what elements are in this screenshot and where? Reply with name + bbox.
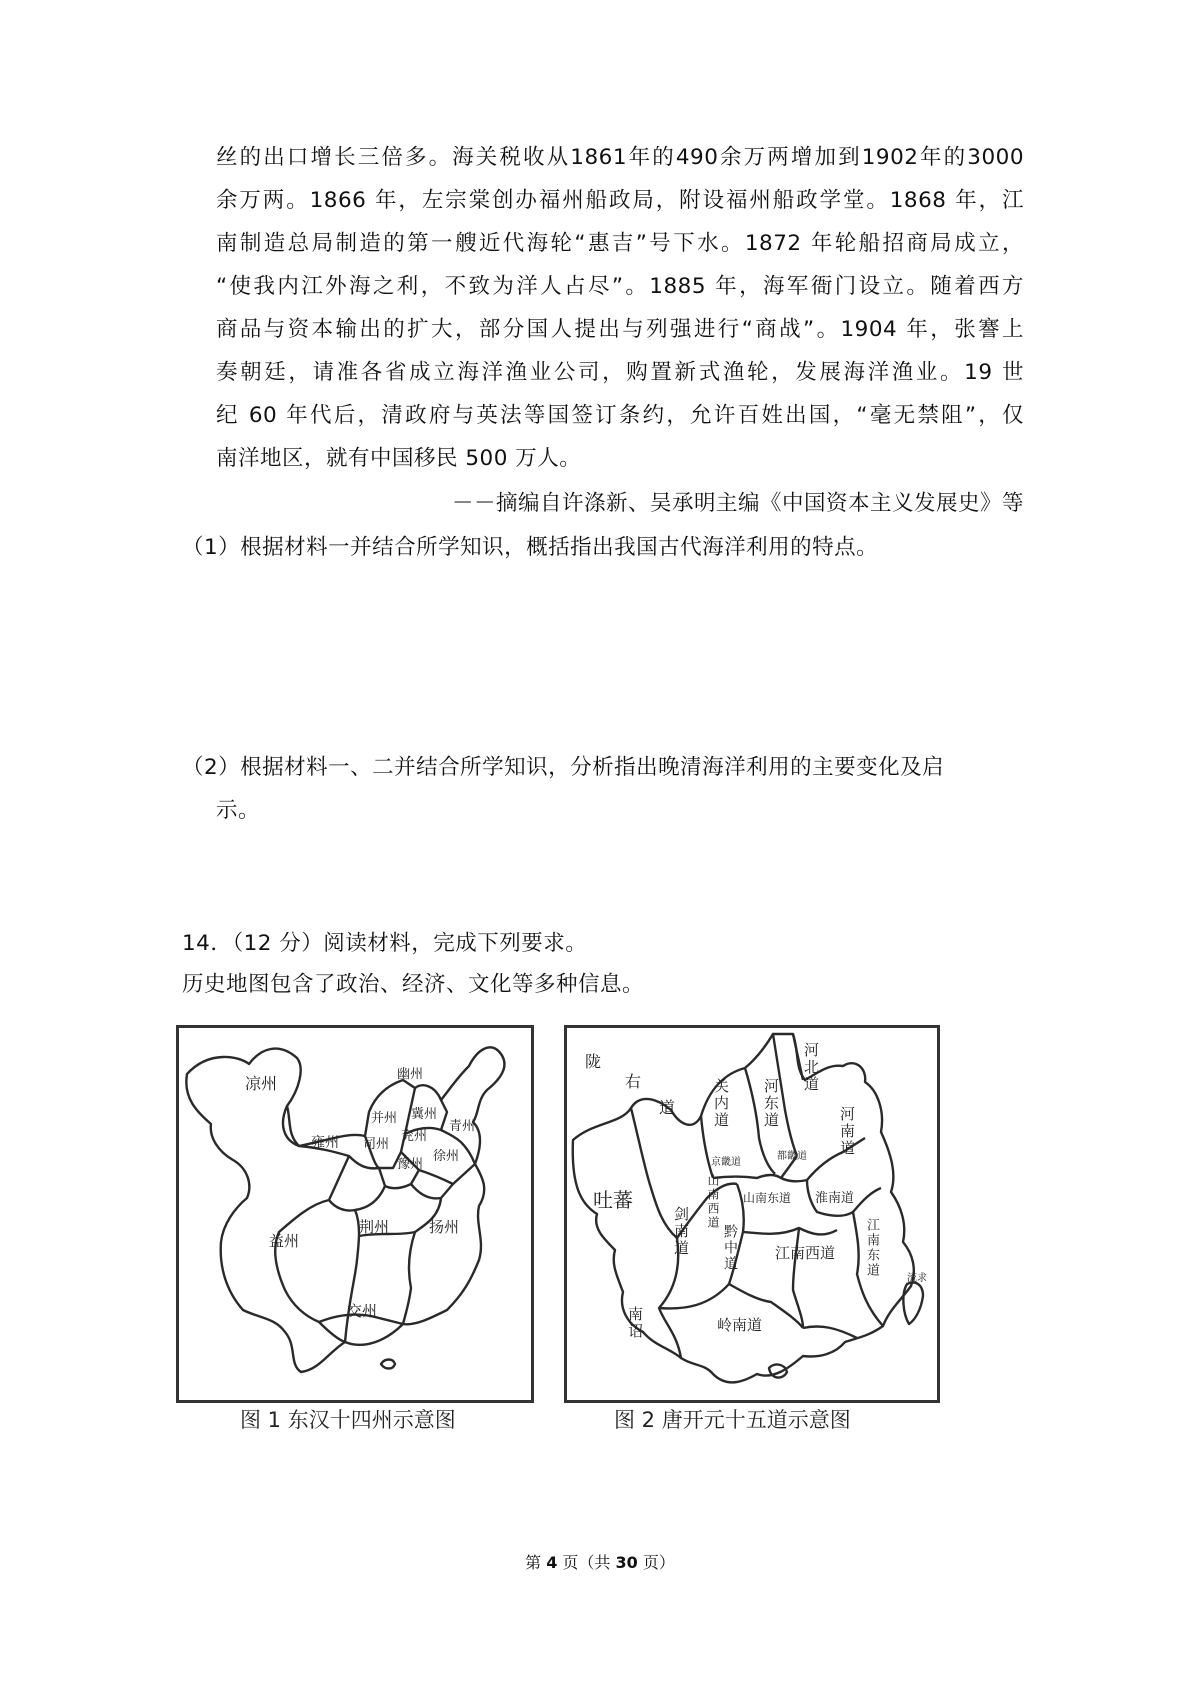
passage-line: 丝的出口增长三倍多。海关税收从1861年的490余万两增加到1902年的3000 xyxy=(216,145,1024,170)
footer-total-pages: 30 xyxy=(615,1553,638,1572)
region-label-longyou-3: 道 xyxy=(659,1098,676,1117)
region-label-yangzhou: 扬州 xyxy=(429,1218,460,1236)
passage-line: “使我内江外海之利，不致为洋人占尽”。1885 年，海军衙门设立。随着西方 xyxy=(216,274,1024,299)
region-label-nanzhao: 南诏 xyxy=(626,1306,644,1340)
region-label-jingzhou: 荆州 xyxy=(359,1218,390,1236)
region-label-qianzhong: 黔中道 xyxy=(722,1224,738,1272)
region-label-sizhou: 司州 xyxy=(363,1137,390,1152)
passage-line: 奏朝廷，请准各省成立海洋渔业公司，购置新式渔轮，发展海洋渔业。19 世 xyxy=(216,360,1024,385)
region-label-jiannan: 剑南道 xyxy=(672,1206,690,1257)
passage-line: 纪 60 年代后，清政府与英法等国签订条约，允许百姓出国，“毫无禁阻”，仅 xyxy=(216,403,1024,428)
footer-middle: 页（共 xyxy=(557,1553,616,1572)
map-tang-kaiyuan-outline xyxy=(567,1028,937,1400)
region-label-hedong: 河东道 xyxy=(762,1078,780,1129)
map-tang-kaiyuan xyxy=(564,1025,940,1403)
region-label-jiangnanxi: 江南西道 xyxy=(775,1244,836,1262)
passage-line: 余万两。1866 年，左宗棠创办福州船政局，附设福州船政学堂。1868 年，江 xyxy=(216,188,1024,213)
region-label-duji: 都畿道 xyxy=(777,1151,807,1162)
region-label-bingzhou: 并州 xyxy=(371,1111,398,1126)
question-14-intro: 历史地图包含了政治、经济、文化等多种信息。 xyxy=(182,972,645,997)
question-2-continued: 示。 xyxy=(216,798,261,823)
region-label-jiangnandong: 江南东道 xyxy=(864,1218,879,1278)
region-label-shannandong: 山南东道 xyxy=(743,1191,792,1205)
region-label-jiaozhou: 交州 xyxy=(347,1302,378,1320)
footer-page-number: 4 xyxy=(546,1553,558,1572)
map-eastern-han-outline xyxy=(179,1028,531,1400)
region-label-hebei: 河北道 xyxy=(802,1042,820,1093)
region-label-longyou-2: 右 xyxy=(625,1072,642,1091)
passage-source: －－摘编自许涤新、吴承明主编《中国资本主义发展史》等 xyxy=(451,491,1024,516)
figure-2-caption: 图 2 唐开元十五道示意图 xyxy=(614,1408,851,1432)
region-label-qingzhou: 青州 xyxy=(449,1119,476,1134)
region-label-shannanxi: 山南西道 xyxy=(706,1174,720,1230)
region-label-longyou-1: 陇 xyxy=(585,1052,602,1071)
region-label-jingji: 京畿道 xyxy=(711,1157,741,1168)
passage-line: 商品与资本输出的扩大，部分国人提出与列强进行“商战”。1904 年，张謇上 xyxy=(216,317,1024,342)
region-label-youzhou: 幽州 xyxy=(397,1067,424,1082)
passage-line: 南洋地区，就有中国移民 500 万人。 xyxy=(216,446,582,471)
region-label-liuqiu: 流求 xyxy=(907,1273,927,1284)
footer-suffix: 页） xyxy=(637,1553,675,1572)
footer-prefix: 第 xyxy=(525,1553,547,1572)
question-2: （2）根据材料一、二并结合所学知识，分析指出晚清海洋利用的主要变化及启 xyxy=(182,755,945,780)
region-label-xuzhou: 徐州 xyxy=(433,1149,460,1164)
region-label-jizhou: 冀州 xyxy=(411,1107,438,1122)
region-label-yuzhou: 豫州 xyxy=(397,1157,424,1172)
question-14-heading: 14．（12 分）阅读材料，完成下列要求。 xyxy=(182,931,588,956)
passage-line: 南制造总局制造的第一艘近代海轮“惠吉”号下水。1872 年轮船招商局成立， xyxy=(216,231,1024,256)
region-label-yanzhou: 兖州 xyxy=(401,1129,428,1144)
region-label-lingnan: 岭南道 xyxy=(717,1316,763,1334)
page-footer xyxy=(0,1552,1200,1574)
region-label-henan: 河南道 xyxy=(838,1106,856,1157)
region-label-yongzhou: 雍州 xyxy=(311,1135,339,1151)
region-label-guannei: 关内道 xyxy=(712,1078,730,1129)
region-label-yizhou: 益州 xyxy=(269,1232,300,1250)
question-1: （1）根据材料一并结合所学知识，概括指出我国古代海洋利用的特点。 xyxy=(182,535,879,560)
map-eastern-han xyxy=(176,1025,534,1403)
region-label-huainan: 淮南道 xyxy=(815,1191,855,1206)
region-label-tubo: 吐蕃 xyxy=(593,1188,633,1212)
figure-1-caption: 图 1 东汉十四州示意图 xyxy=(240,1408,456,1432)
region-label-liangzhou: 凉州 xyxy=(245,1074,278,1093)
